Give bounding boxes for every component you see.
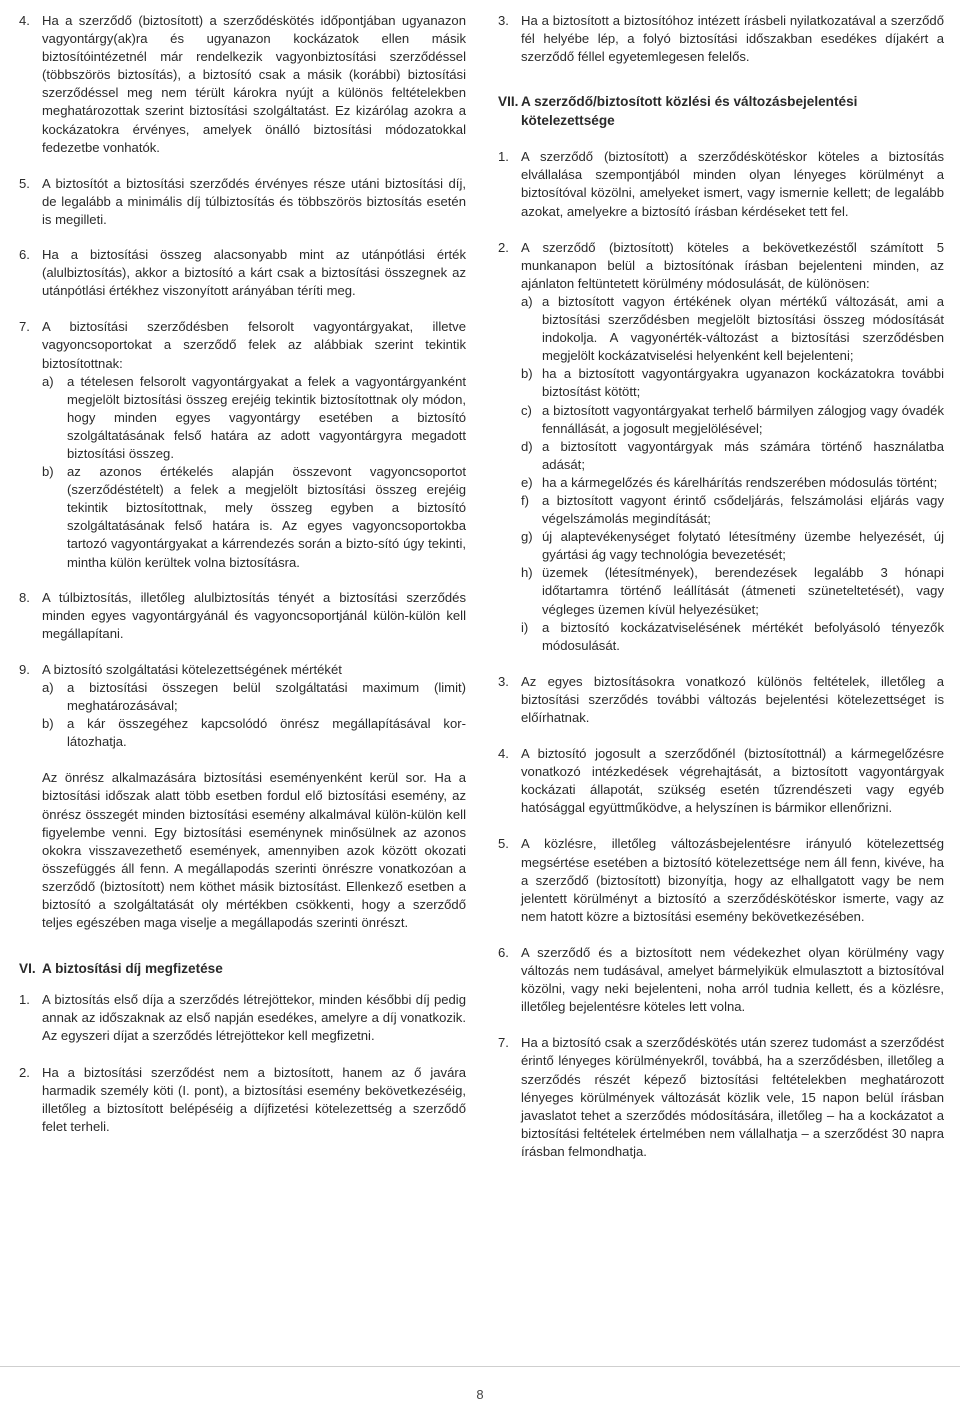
subitem-c xyxy=(521,402,944,438)
subitem-label: a) xyxy=(521,293,533,309)
subitem-label: f) xyxy=(521,492,529,508)
section-title: A szerződő/biztosított közlési és változásbejelentési kötelezettsége xyxy=(521,94,858,129)
disclosure-clause-7 xyxy=(498,1034,944,1161)
subitem-text: a biztosított vagyont érintő csődeljárás, felszámolási eljárás vagy végelszámolás megindítását; xyxy=(542,492,944,527)
subitem-a xyxy=(42,373,466,463)
disclosure-clause-6 xyxy=(498,944,944,1016)
subitem-label: a) xyxy=(42,373,54,389)
clause-5 xyxy=(19,175,466,229)
disclosure-clause-3 xyxy=(498,673,944,727)
section-heading-vi xyxy=(19,959,466,978)
clause-text: Ha a biztosított a biztosítóhoz intézett írásbeli nyilatkozatával a szerződő fél helyébe lép, a folyó biztosítási időszakban esedékes díjakért a szerződő féllel egyetemlegesen felelős. xyxy=(521,13,944,65)
subitem-text: a biztosított vagyon értékének olyan mértékű változását, ami a biztosítási szerződésben megjelölt biztosítási összeg módosítását indokolja. A vagyonérték-változást a biztosítási szerződésben megjelölt kockázatviselési helyenként kell bejelenteni; xyxy=(542,293,944,364)
subitem-h xyxy=(521,564,944,618)
subitem-text: az azonos értékelés alapján összevont vagyoncsoportot (szerződéstételt) a felek a megjelölt biztosítási összeg erejéig tekintik biztosítottnak, mely összeg egyben a biztosító szolgáltatásának felső határa is. Az egyes vagyoncsoportokba tartozó vagyontárgyakat a kárrendezés során a bizto-sító úgy tekinti, mintha külön kerültek volna biztosításra. xyxy=(67,464,466,570)
clause-number: 1. xyxy=(498,149,509,165)
clause-number: 7. xyxy=(19,319,30,335)
subitem-f xyxy=(521,492,944,528)
disclosure-clause-4 xyxy=(498,745,944,817)
clause-number: 8. xyxy=(19,589,30,605)
subitem-i xyxy=(521,619,944,655)
subitem-label: g) xyxy=(521,529,533,545)
section-number: VI. xyxy=(19,961,36,977)
subitem-a xyxy=(521,293,944,365)
clause-text: A biztosítási szerződésben felsorolt vagyontárgyakat, illetve vagyoncsoportokat a szerződő felek az alábbiak szerint tekintik biztosítottnak: xyxy=(42,319,466,371)
clause-number: 6. xyxy=(19,247,30,263)
subitem-label: b) xyxy=(521,366,533,382)
subitem-label: a) xyxy=(42,680,54,695)
subitem-text: a biztosítási összegen belül szolgáltatási maximum (limit) meghatározásával; xyxy=(67,680,466,714)
clause-number: 1. xyxy=(19,992,30,1008)
footer-divider xyxy=(0,1366,960,1367)
clause-text: Ha a biztosítási szerződést nem a biztosított, hanem az ő javára harmadik személy köti (I. pont), a biztosítási esemény bekövetkezéséig, illetőleg a biztosított belépéséig a díjfizetési kötelezettség a szerződő felet terheli. xyxy=(42,1064,466,1134)
subitem-label: h) xyxy=(521,565,533,581)
premium-clause-1 xyxy=(19,991,466,1045)
left-column xyxy=(19,12,466,1136)
subitem-text: ha a biztosított vagyontárgyakra ugyanazon kockázatokra további biztosítást kötött; xyxy=(542,366,944,400)
disclosure-clause-5 xyxy=(498,835,944,925)
subitem-text: ha a kármegelőzés és kárelhárítás rendszerében módosulás történt; xyxy=(542,474,938,490)
disclosure-clause-2-subitems xyxy=(521,293,944,655)
premium-clause-3 xyxy=(498,12,944,66)
clause-number: 3. xyxy=(498,13,509,28)
section-heading-vii xyxy=(498,92,944,130)
clause-4 xyxy=(19,12,466,157)
clause-number: 5. xyxy=(19,175,30,191)
clause-6 xyxy=(19,246,466,300)
clause-number: 2. xyxy=(498,239,509,255)
clause-text: A biztosítót a biztosítási szerződés érvényes része utáni biztosítási díj, de legalább a minimális díj túlbiztosítás és többszörös biztosítás esetén is megilleti. xyxy=(42,175,466,227)
premium-clause-2 xyxy=(19,1064,466,1136)
clause-text: Ha a biztosító csak a szerződéskötés után szerez tudomást a szerződést érintő lényeges körülményekről, továbbá, ha a szerződésben, illetőleg a szerződés részét képező biztosítási feltételekben meghatározott lényeges körülmények változását közlik vele, 15 napon belül írásban javaslatot tehet a szerződés módosítására, illetőleg – ha a kockázatot a biztosítási feltételek értelmében nem vállalhatja – a szerződést 30 napra írásban felmondhatja. xyxy=(521,1035,944,1159)
subitem-label: e) xyxy=(521,474,533,490)
clause-text: A biztosító szolgáltatási kötelezettségének mértékét xyxy=(42,661,342,677)
clause-9-subitems xyxy=(42,679,466,751)
page-number: 8 xyxy=(476,1387,484,1402)
clause-number: 9. xyxy=(19,661,30,677)
clause-text: A szerződő (biztosított) a szerződéskötéskor köteles a biztosítás elvállalása szempontjából minden olyan lényeges körülményt a biztosítóval közölni, amelyeket ismert, vagy ismernie kellett; de legalább azokat, amelyekre a biztosító írásban kérdéseket tett fel. xyxy=(521,149,944,219)
clause-text: Az egyes biztosításokra vonatkozó különös feltételek, illetőleg a biztosítási szerződés további változás bejelentési kötelezettséget is előírhatnak. xyxy=(521,673,944,725)
clause-number: 3. xyxy=(498,673,509,689)
subitem-label: c) xyxy=(521,402,532,418)
subitem-b xyxy=(42,463,466,572)
section-title: A biztosítási díj megfizetése xyxy=(42,961,223,977)
subitem-d xyxy=(521,438,944,474)
disclosure-clause-1 xyxy=(498,148,944,220)
clause-7 xyxy=(19,318,466,372)
clause-text: A közlésre, illetőleg változásbejelentésre irányuló kötelezettség megsértése esetében a biztosító kötelezettsége nem áll fenn, kivéve, ha a szerződő (biztosított) bizonyítja, hogy az elhallgatott vagy be nem jelentett körülményt a biztosító a szerződéskötéskor ismerte, vagy az nem hatott közre a biztosítási esemény bekövetkezésében. xyxy=(521,836,944,924)
disclosure-clause-2 xyxy=(498,239,944,293)
clause-number: 2. xyxy=(19,1064,30,1080)
clause-text: A biztosító jogosult a szerződőnél (biztosítottnál) a kármegelőzésre vonatkozó intézkedések végrehajtását, a biztosított vagyontárgyak kockázati állapotát, szükség esetén tűzrendészeti vagy egyéb hatósággal együttműködve, a helyszínen is bármikor ellenőrizni. xyxy=(521,746,944,816)
clause-number: 7. xyxy=(498,1035,509,1051)
subitem-g xyxy=(521,528,944,564)
clause-number: 6. xyxy=(498,944,509,960)
subitem-text: a biztosító kockázatviselésének mértékét befolyásoló tényezők módosulását. xyxy=(542,619,944,653)
subitem-text: a biztosított vagyontárgyakat terhelő bármilyen zálogjog vagy óvadék fennállását, a jogosult megjelölésével; xyxy=(542,402,944,436)
deductible-paragraph: Az önrész alkalmazására biztosítási eseményenként kerül sor. Ha a biztosítási időszak alatt több esetben fordul elő biztosítási esemény, az önrész összegét minden biztosítási esemény alkalmával külön-külön kell figyelembe venni. Egy biztosítási eseménynek minősülnek az azonos okokra visszavezethető események, amennyiben azok között okozati összefüggés áll fenn. A megállapodás szerinti önrészre vonatkozóan a szerződő (biztosított) nem köthet másik biztosítást. Ellenkező esetben a biztosító a szolgáltatását oly mértékben csökkenti, hogy a szerződő teljes egészében maga viselje a megállapodás szerinti önrészt. xyxy=(42,770,466,931)
clause-number: 5. xyxy=(498,836,509,852)
clause-8 xyxy=(19,589,466,643)
subitem-label: d) xyxy=(521,438,533,454)
subitem-text: a biztosított vagyontárgyak más számára történő használatba adását; xyxy=(542,438,944,472)
subitem-a xyxy=(42,679,466,715)
clause-number: 4. xyxy=(19,13,30,28)
clause-text: Ha a szerződő (biztosított) a szerződéskötés időpontjában ugyanazon vagyontárgy(ak)ra és ugyanazon kockázatok ellen másik biztosítóintézetnél már rendelkezik vagyonbiztosítási szerződéssel (többszörös biztosítás), a biztosító csak a másik (korábbi) biztosítási szerződéssel meg nem térült károkra nyújt a különös feltételekben meghatározottak szerint biztosítási szolgáltatást. Ez kizárólag azokra a kockázatokra érvényes, amelyek önálló biztosítási módozatokkal fedezetbe vonhatók. xyxy=(42,13,466,155)
clause-9 xyxy=(19,661,466,679)
subitem-text: üzemek (létesítmények), berendezések legalább 3 hónapi időtartamra történő leállítását (átmeneti szüneteltetését), vagy végleges üzemen kívül helyezésüket; xyxy=(542,565,944,617)
subitem-b xyxy=(521,365,944,401)
clause-text: A szerződő (biztosított) köteles a bekövetkezéstől számított 5 munkanapon belül a biztosítónak írásban bejelenteni minden, az ajánlaton feltüntetett körülmény módosulását, de különösen: xyxy=(521,239,944,291)
subitem-text: a kár összegéhez kapcsolódó önrész megállapításával kor-látozhatja. xyxy=(67,716,466,750)
clause-text: A biztosítás első díja a szerződés létrejöttekor, minden későbbi díj pedig annak az időszaknak az első napján esedékes, amelyre a díj vonatkozik. Az egyszeri díjat a szerződés létrejöttekor kell megfizetni. xyxy=(42,992,466,1044)
subitem-b xyxy=(42,715,466,751)
clause-text: A túlbiztosítás, illetőleg alulbiztosítás tényét a biztosítási szerződés minden egyes vagyontárgyánál és vagyoncsoportjánál külön-külön kell megállapítani. xyxy=(42,589,466,641)
clause-text: A szerződő és a biztosított nem védekezhet olyan körülmény vagy változás nem tudásával, amelyet bármelyikük elmulasztott a biztosítóval közölni, vagy neki bejelenteni, noha arról tudnia kellett, és a közlésre, illetőleg bejelentésre köteles lett volna. xyxy=(521,944,944,1015)
subitem-label: b) xyxy=(42,464,54,480)
subitem-text: a tételesen felsorolt vagyontárgyakat a felek a vagyontárgyanként megjelölt biztosítási összeg erejéig tekintik biztosítottnak oly módon, hogy minden egyes vagyontárgy esetében a biztosító szolgáltatásának felső határa az adott vagyontárgyra megadott biztosítási összeg. xyxy=(67,373,466,461)
clause-7-subitems xyxy=(42,373,466,572)
clause-number: 4. xyxy=(498,746,509,762)
subitem-label: i) xyxy=(521,619,529,635)
clause-text: Ha a biztosítási összeg alacsonyabb mint az utánpótlási érték (alulbiztosítás), akkor a biztosító a kárt csak a biztosítási összegnek az utánpótlási értékhez viszonyított arányában téríti meg. xyxy=(42,247,466,299)
subitem-label: b) xyxy=(42,716,54,732)
section-number: VII. xyxy=(498,94,519,110)
subitem-e xyxy=(521,474,944,492)
right-column xyxy=(498,12,944,1161)
subitem-text: új alaptevékenységet folytató létesítmény üzembe helyezését, új gyártási ág vagy technológia bevezetését; xyxy=(542,529,944,563)
